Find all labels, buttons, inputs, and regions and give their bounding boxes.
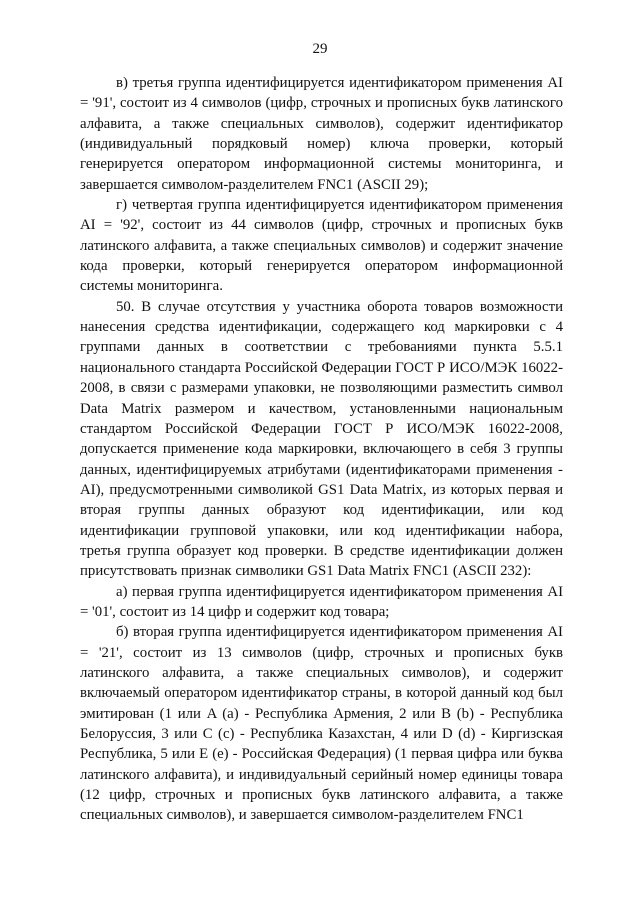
document-body (80, 73, 563, 826)
paragraph-item-a: а) первая группа идентифицируется идентификатором применения AI = '01', состоит из 14 цифр и содержит код товара; (80, 583, 563, 620)
paragraph-item-v: в) третья группа идентифицируется идентификатором применения AI = '91', состоит из 4 символов (цифр, строчных и прописных букв латинского алфавита, а также специальных символов), содержит идентификатор (индивидуальный порядковый номер) ключа проверки, который генерируется оператором информационной системы мониторинга, и завершается символом-разделителем FNC1 (ASCII 29); (80, 75, 563, 193)
paragraph-item-b: б) вторая группа идентифицируется идентификатором применения AI = '21', состоит из 13 символов (цифр, строчных и прописных букв латинского алфавита, а также специальных символов), и содержит включаемый оператором идентификатор страны, в которой данный код был эмитирован (1 или A (a) - Республика Армения, 2 или B (b) - Республика Белоруссия, 3 или C (c) - Республика Казахстан, 4 или D (d) - Киргизская Республика, 5 или E (e) - Российская Федерация) (1 первая цифра или буква латинского алфавита), и индивидуальный серийный номер единицы товара (12 цифр, строчных и прописных букв латинского алфавита, а также специальных символов), и завершается символом-разделителем FNC1 (80, 624, 563, 824)
paragraph-clause-50: 50. В случае отсутствия у участника оборота товаров возможности нанесения средства идентификации, содержащего код маркировки с 4 группами данных в соответствии с требованиями пункта 5.5.1 национального стандарта Российской Федерации ГОСТ Р ИСО/МЭК 16022-2008, в связи с размерами упаковки, не позволяющими разместить символ Data Matrix размером и качеством, установленными национальным стандартом Российской Федерации ГОСТ Р ИСО/МЭК 16022-2008, допускается применение кода маркировки, включающего в себя 3 группы данных, идентифицируемых атрибутами (идентификаторами применения - AI), предусмотренными символикой GS1 Data Matrix, из которых первая и вторая группы данных образуют код идентификации, или код идентификации групповой упаковки, или код идентификации набора, третья группа образует код проверки. В средстве идентификации должен присутствовать признак символики GS1 Data Matrix FNC1 (ASCII 232): (80, 298, 563, 580)
paragraph-item-g: г) четвертая группа идентифицируется идентификатором применения AI = '92', состоит из 44 символов (цифр, строчных и прописных букв латинского алфавита, а также специальных символов) и содержит значение кода проверки, который генерируется оператором информационной системы мониторинга. (80, 197, 563, 295)
page-number: 29 (312, 41, 328, 57)
